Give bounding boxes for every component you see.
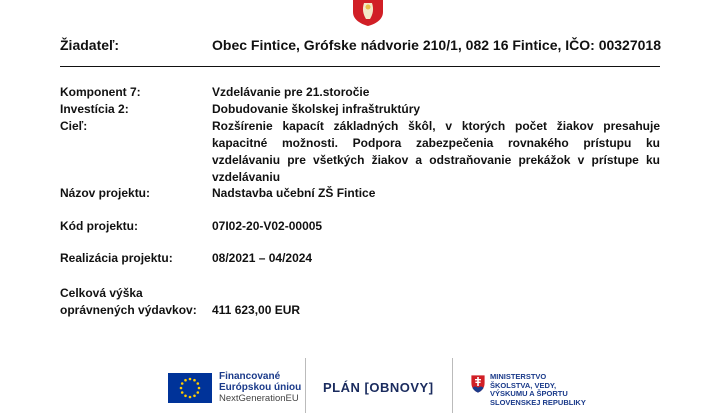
goal-label: Cieľ: bbox=[60, 119, 88, 133]
goal-value: Rozšírenie kapacít základných škôl, v ktorých počet žiakov presahuje kapacitné možnosti. Podpora zabezpečenia rovnakého prístupu ku vzdelávaniu pre všetkých žiakov a odstraňovanie prekážok v prístupe ku vzdelávaniu bbox=[212, 119, 660, 184]
divider bbox=[60, 66, 660, 67]
applicant-value: Obec Fintice, Grófske nádvorie 210/1, 082 16 Fintice, IČO: 00327018 bbox=[212, 37, 661, 53]
eu-line1: Financované bbox=[219, 371, 281, 382]
total-costs-value: 411 623,00 EUR bbox=[212, 303, 301, 317]
realization-label: Realizácia projektu: bbox=[60, 251, 173, 265]
total-costs-label-line2: oprávnených výdavkov: bbox=[60, 303, 197, 317]
footer-divider bbox=[305, 358, 306, 413]
footer-divider bbox=[452, 358, 453, 413]
ministry-line2: ŠKOLSTVA, VEDY, bbox=[490, 380, 557, 390]
ministry-text bbox=[490, 373, 586, 407]
eu-flag-icon bbox=[168, 373, 212, 403]
total-costs-label bbox=[60, 285, 210, 319]
slovak-crest-icon bbox=[470, 374, 486, 394]
municipal-crest-icon bbox=[349, 0, 387, 26]
ministry-line1: MINISTERSTVO bbox=[490, 372, 547, 381]
project-code-label: Kód projektu: bbox=[60, 219, 138, 233]
project-code-value: 07I02-20-V02-00005 bbox=[212, 219, 323, 233]
ministry-line4: SLOVENSKEJ REPUBLIKY bbox=[490, 397, 586, 407]
realization-value: 08/2021 – 04/2024 bbox=[212, 251, 313, 265]
eu-line2: Európskou úniou bbox=[219, 382, 302, 393]
applicant-label: Žiadateľ: bbox=[60, 37, 120, 53]
component-value: Vzdelávanie pre 21.storočie bbox=[212, 85, 370, 99]
plan-obnovy-logo: PLÁN [OBNOVY] bbox=[323, 380, 434, 395]
ministry-line3: VÝSKUMU A ŠPORTU bbox=[490, 389, 568, 398]
project-name-value: Nadstavba učební ZŠ Fintice bbox=[212, 186, 376, 200]
investment-label: Investícia 2: bbox=[60, 102, 129, 116]
investment-value: Dobudovanie školskej infraštruktúry bbox=[212, 102, 421, 116]
eu-funding-text bbox=[219, 371, 301, 404]
component-label: Komponent 7: bbox=[60, 85, 141, 99]
obnovy-word: OBNOVY bbox=[369, 380, 429, 395]
footer-logos bbox=[0, 353, 720, 420]
total-costs-label-line1: Celková výška bbox=[60, 286, 143, 300]
plan-word: PLÁN bbox=[323, 380, 361, 395]
eu-line3: NextGenerationEU bbox=[219, 393, 299, 404]
project-name-label: Názov projektu: bbox=[60, 186, 151, 200]
total-costs-row bbox=[60, 285, 660, 319]
